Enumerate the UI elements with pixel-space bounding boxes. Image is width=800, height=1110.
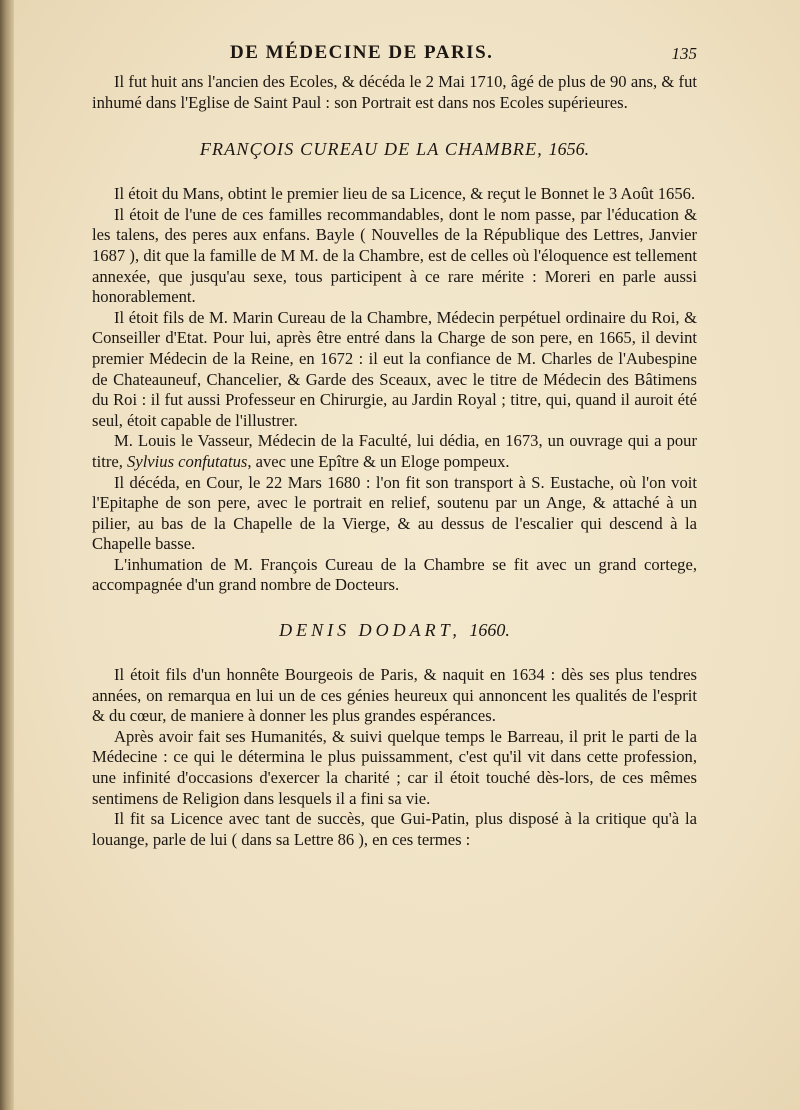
text-run: , avec une Epître & un Eloge pompeux. (247, 451, 510, 471)
intro-paragraph: Il fut huit ans l'ancien des Ecoles, & décéda le 2 Mai 1710, âgé de plus de 90 ans, & fut inhumé dans l'Eglise de Saint Paul : son Portrait est dans nos Ecoles supérieures. (92, 72, 697, 112)
paragraph: Il étoit de l'une de ces familles recommandables, dont le nom passe, par l'éducation & les talens, des peres aux enfans. Bayle ( Nouvelles de la République des Lettres, Janvier 1687 ), dit que la famille de M M. de la Chambre, est de celles où l'éloquence est tellement annexée, que jusqu'au sexe, tous participent à ce rare mérite : Moreri en parle aussi honorablement. (92, 204, 697, 307)
text-run: M. Louis le Vasseur, Médecin de la Faculté, lui dédia, en 1673, un ouvrage qui a pour titre, (92, 431, 697, 471)
page-text-block (92, 38, 697, 850)
heading-year: 1656. (548, 139, 590, 160)
heading-name: DENIS DODART, (279, 620, 461, 641)
paragraph: L'inhumation de M. François Cureau de la Chambre se fit avec un grand cortege, accompagnée d'un grand nombre de Docteurs. (92, 554, 697, 595)
section-heading-cureau (92, 139, 697, 160)
running-head-title: DE MÉDECINE DE PARIS. (230, 42, 494, 63)
page-gutter-shadow (0, 0, 14, 1110)
heading-year: 1660. (469, 620, 510, 641)
paragraph: Il étoit fils de M. Marin Cureau de la Chambre, Médecin perpétuel ordinaire du Roi, & Conseiller d'Etat. Pour lui, après être entré dans la Charge de son pere, en 1665, il devint premier Médecin de la Reine, en 1672 : il eut la confiance de M. Charles de l'Aubespine de Chateauneuf, Chancelier, & Garde des Sceaux, avec le titre de Médecin des Bâtimens du Roi : il fut aussi Professeur en Chirurgie, au Jardin Royal ; titre, qui, quand il auroit été seul, étoit capable de l'illustrer. (92, 307, 697, 430)
paragraph-vasseur (92, 431, 697, 472)
page-number: 135 (671, 44, 697, 63)
paragraph: Il décéda, en Cour, le 22 Mars 1680 : l'on fit son transport à S. Eustache, où l'on voit l'Epitaphe de son pere, avec le portrait en relief, soutenu par un Ange, & attaché à un pilier, au bas de la Chapelle de la Vierge, & au dessus de l'escalier qui descend à la Chapelle basse. (92, 472, 697, 554)
section-heading-dodart (92, 620, 697, 641)
paragraph: Il étoit fils d'un honnête Bourgeois de Paris, & naquit en 1634 : dès ses plus tendres années, on remarqua en lui un de ces génies heureux qui annoncent les qualités de l'esprit & du cœur, de maniere à donner les plus grandes espérances. (92, 665, 697, 726)
paragraph: Il fit sa Licence avec tant de succès, que Gui-Patin, plus disposé à la critique qu'à la louange, parle de lui ( dans sa Lettre 86 ), en ces termes : (92, 809, 697, 849)
heading-name: FRANÇOIS CUREAU DE LA CHAMBRE, (199, 139, 543, 160)
paragraph: Après avoir fait ses Humanités, & suivi quelque temps le Barreau, il prit le parti de la Médecine : ce qui le détermina le plus puissamment, c'est qu'il vit dans cette profession, une infinité d'occasions d'exercer la charité ; car il étoit touché dès-lors, de ces mêmes sentimens de Religion dans lesquels il a fini sa vie. (92, 726, 697, 808)
running-head (92, 38, 697, 72)
paragraph: Il étoit du Mans, obtint le premier lieu de sa Licence, & reçut le Bonnet le 3 Août 1656. (114, 184, 696, 204)
book-title: Sylvius confutatus (127, 451, 248, 471)
